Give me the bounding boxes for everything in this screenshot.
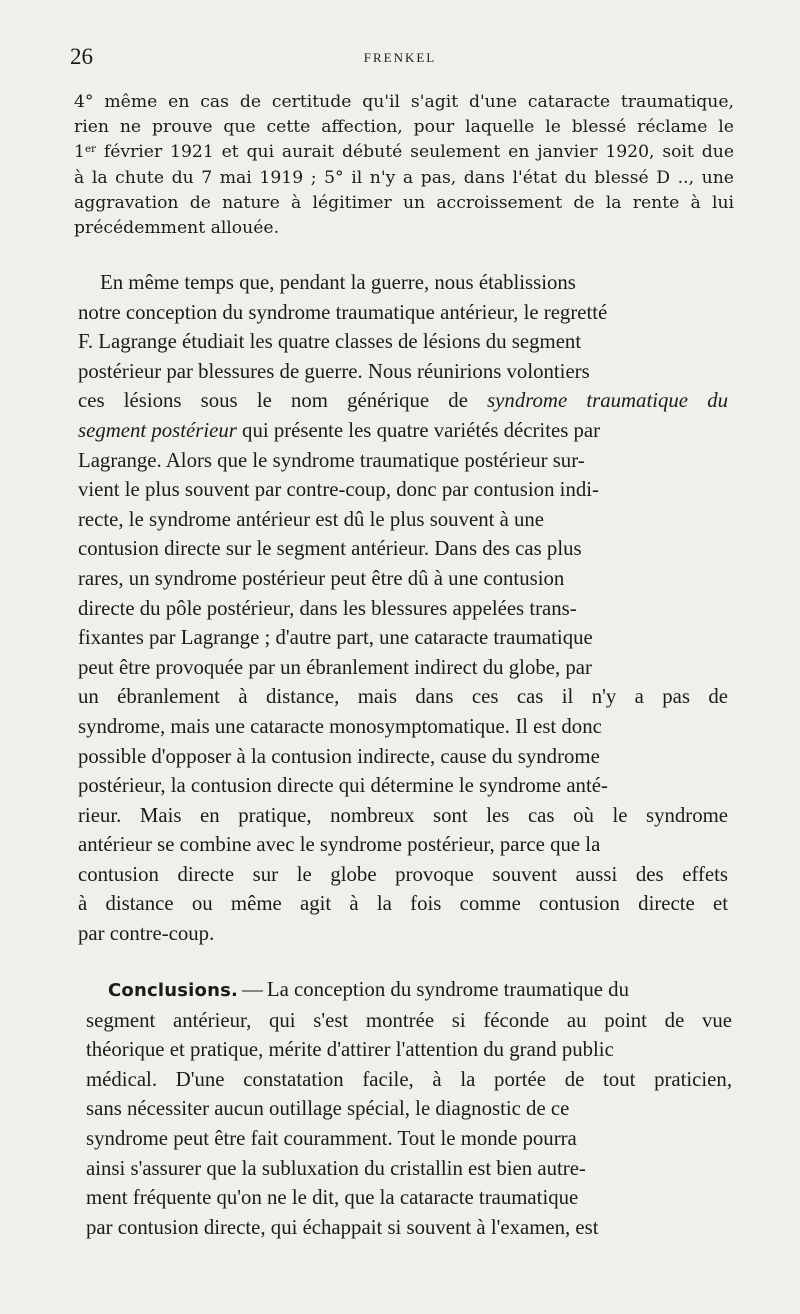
text-line: rien ne prouve que cette affection, pour laquelle le blessé réclame le [74,117,734,138]
text-line: syndrome peut être fait couramment. Tout le monde pourra [86,1126,577,1150]
text-line: recte, le syndrome antérieur est dû le plus souvent à une [78,507,545,531]
text-line: fixantes par Lagrange ; d'autre part, une cataracte traumatique [78,626,593,650]
text-line: aggravation de nature à légitimer un accroissement de la rente à lui [74,192,734,213]
italic-term: segment postérieur [78,418,237,442]
text-line: théorique et pratique, mérite d'attirer l'attention du grand public [86,1038,614,1062]
text-line [86,975,732,1006]
text-line: ainsi s'assurer que la subluxation du cristallin est bien autre- [86,1156,586,1180]
text-line: rares, un syndrome postérieur peut être dû à une contusion [78,566,565,590]
text-line: antérieur se combine avec le syndrome postérieur, parce que la [78,833,601,857]
em-dash: — [242,978,263,1001]
section-heading: Conclusions. [108,980,239,1001]
text-line: médical. D'une constatation facile, à la portée de tout praticien, [86,1067,732,1091]
text-line: possible d'opposer à la contusion indirecte, cause du syndrome [78,744,600,768]
text-line: par contusion directe, qui échappait si souvent à l'examen, est [86,1215,599,1239]
text-line: à distance ou même agit à la fois comme contusion directe et [78,892,728,916]
text-line: postérieur par blessures de guerre. Nous réunirions volontiers [78,359,590,383]
text-line: directe du pôle postérieur, dans les blessures appelées trans- [78,596,577,620]
text-line: par contre-coup. [78,922,215,946]
text-line: vient le plus souvent par contre-coup, donc par contusion indi- [78,478,599,502]
text-line: sans nécessiter aucun outillage spécial, le diagnostic de ce [86,1097,570,1121]
text-line: syndrome, mais une cataracte monosymptomatique. Il est donc [78,714,602,738]
text-line: rieur. Mais en pratique, nombreux sont les cas où le syndrome [78,803,728,827]
running-head: FRENKEL [363,50,437,65]
text-line: précédemment allouée. [74,218,280,239]
text-segment: ces lésions sous le nom générique de [78,389,488,413]
paragraph-1 [74,90,734,241]
text-line: ment fréquente qu'on ne le dit, que la cataracte traumatique [86,1186,579,1210]
page-number: 26 [70,44,93,69]
text-line [74,140,734,165]
text-line: F. Lagrange étudiait les quatre classes de lésions du segment [78,330,582,354]
text-line: postérieur, la contusion directe qui détermine le syndrome anté- [78,774,608,798]
text-line: contusion directe sur le segment antérieur. Dans des cas plus [78,537,582,561]
text-line [78,386,728,416]
text-line: 4° même en cas de certitude qu'il s'agit d'une cataracte traumatique, [74,92,734,112]
text-line: segment antérieur, qui s'est montrée si féconde au point de vue [86,1008,732,1032]
ordinal: 1 [74,142,85,163]
text-line: un ébranlement à distance, mais dans ces cas il n'y a pas de [78,685,728,709]
text-line [78,416,728,446]
paragraph-2 [78,268,728,949]
text-line: notre conception du syndrome traumatique antérieur, le regretté [78,300,608,324]
ordinal-suffix: er [84,143,96,156]
text-line: à la chute du 7 mai 1919 ; 5° il n'y a pas, dans l'état du blessé D .., une [74,167,734,188]
paragraph-3 [86,975,732,1242]
text-line: contusion directe sur le globe provoque souvent aussi des effets [78,862,728,886]
text-line: En même temps que, pendant la guerre, nous établissions [100,271,576,294]
text-segment: La conception du syndrome traumatique du [266,978,629,1001]
italic-term: syndrome traumatique du [487,389,728,413]
text-segment: qui présente les quatre variétés décrites par [236,418,601,442]
text-segment: février 1921 et qui aurait débuté seulement en janvier 1920, soit due [103,142,734,163]
text-line: Lagrange. Alors que le syndrome traumatique postérieur sur- [78,448,585,472]
text-line: peut être provoquée par un ébranlement indirect du globe, par [78,655,592,679]
